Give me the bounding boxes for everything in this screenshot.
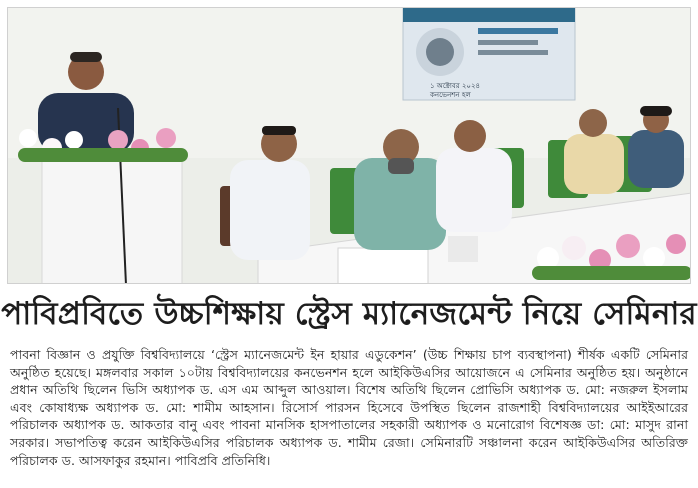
seminar-photo-illustration bbox=[8, 8, 691, 284]
article-body: পাবনা বিজ্ঞান ও প্রযুক্তি বিশ্ববিদ্যালয়ে ‘স্ট্রেস ম্যানেজমেন্ট ইন হায়ার এডুকেশন’ (উচ্চ শিক্ষায় চাপ ব্যবস্থাপনা) শীর্ষক একটি সেমিনার অনুষ্ঠিত হয়েছে। মঙ্গলবার সকাল ১০টায় বিশ্ববিদ্যালয়ের কনভেনশন হলে আইকিউএসির আয়োজনে এ সেমিনার অনুষ্ঠিত হয়। অনুষ্ঠানে প্রধান অতিথি ছিলেন ভিসি অধ্যাপক ড. এস এম আব্দুল আওয়াল। বিশেষ অতিথি ছিলেন প্রোভিসি অধ্যাপক ড. মো: নজরুল ইসলাম এবং কোষাধ্যক্ষ অধ্যাপক ড. মো: শামীম আহসান। রিসোর্স পারসন হিসেবে উপস্থিত ছিলেন রাজশাহী বিশ্ববিদ্যালয়ের আইইআরের পরিচালক অধ্যাপক ড. আকতার বানু এবং পাবনা মানসিক হাসপাতালের সহকারী অধ্যাপক ও মনোরোগ বিশেষজ্ঞ ডা: মো: মাসুদ রানা সরকার। সভাপতিত্ব করেন আইকিউএসির পরিচালক অধ্যাপক ড. শামীম রেজা। সেমিনারটি সঞ্চালনা করেন আইকিউএসির অতিরিক্ত পরিচালক ড. আসফাকুর রহমান। পাবিপ্রবি প্রতিনিধি। bbox=[10, 347, 688, 468]
news-photo bbox=[7, 7, 691, 284]
banner-venue: কনভেনশন হল bbox=[430, 91, 471, 99]
stage-banner bbox=[403, 8, 575, 100]
article-headline: পাবিপ্রবিতে উচ্চশিক্ষায় স্ট্রেস ম্যানেজমেন্ট নিয়ে সেমিনার bbox=[1, 296, 697, 332]
banner-date: ১ অক্টোবর ২০২৪ bbox=[430, 82, 481, 90]
